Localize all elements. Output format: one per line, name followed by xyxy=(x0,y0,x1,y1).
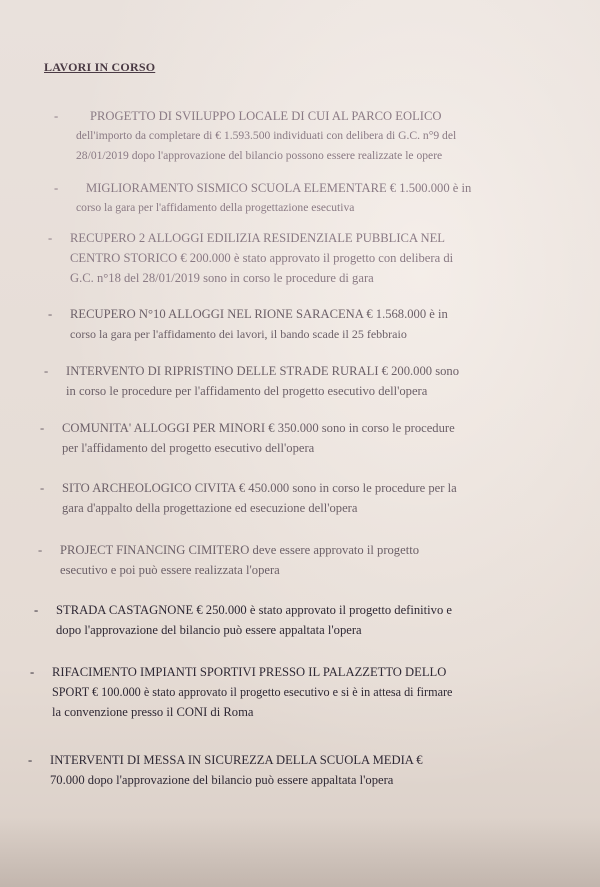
list-item-line: G.C. n°18 del 28/01/2019 sono in corso le procedure di gara xyxy=(70,271,374,285)
list-dash: - xyxy=(40,421,45,435)
list-item-line: 70.000 dopo l'approvazione del bilancio può essere appaltata l'opera xyxy=(50,773,394,787)
list-item-line: corso la gara per l'affidamento della progettazione esecutiva xyxy=(76,201,355,214)
list-item-line: in corso le procedure per l'affidamento del progetto esecutivo dell'opera xyxy=(66,384,428,398)
list-item xyxy=(54,106,457,166)
list-item-line: RECUPERO N°10 ALLOGGI NEL RIONE SARACENA € 1.568.000 è in xyxy=(70,307,448,321)
list-item-line: RECUPERO 2 ALLOGGI EDILIZIA RESIDENZIALE PUBBLICA NEL xyxy=(70,231,445,245)
list-item-line: per l'affidamento del progetto esecutivo dell'opera xyxy=(62,441,315,455)
list-dash: - xyxy=(48,231,53,245)
list-item xyxy=(48,304,448,344)
list-dash: - xyxy=(54,181,59,195)
list-item-line: SPORT € 100.000 è stato approvato il progetto esecutivo e si è in attesa di firmare xyxy=(52,685,453,699)
list-dash: - xyxy=(44,364,49,378)
list-item-line: COMUNITA' ALLOGGI PER MINORI € 350.000 sono in corso le procedure xyxy=(62,421,455,435)
list-item xyxy=(40,418,455,458)
list-item-line: PROJECT FINANCING CIMITERO deve essere approvato il progetto xyxy=(60,543,419,557)
list-item xyxy=(54,178,472,218)
list-item xyxy=(34,600,453,640)
list-item xyxy=(48,228,454,288)
list-item xyxy=(38,540,419,580)
list-item xyxy=(40,478,457,518)
list-item-line: dell'importo da completare di € 1.593.500 individuati con delibera di G.C. n°9 del xyxy=(76,129,457,142)
list-item-line: PROGETTO DI SVILUPPO LOCALE DI CUI AL PARCO EOLICO xyxy=(90,109,442,123)
list-dash: - xyxy=(40,481,45,495)
list-dash: - xyxy=(34,603,39,617)
list-item-line: RIFACIMENTO IMPIANTI SPORTIVI PRESSO IL PALAZZETTO DELLO xyxy=(52,665,447,679)
list-item-line: MIGLIORAMENTO SISMICO SCUOLA ELEMENTARE € 1.500.000 è in xyxy=(86,181,472,195)
list-item-line: INTERVENTO DI RIPRISTINO DELLE STRADE RURALI € 200.000 sono xyxy=(66,364,459,378)
list-item-line: esecutivo e poi può essere realizzata l'opera xyxy=(60,563,280,577)
list-item-line: INTERVENTI DI MESSA IN SICUREZZA DELLA SCUOLA MEDIA € xyxy=(50,753,423,767)
list-dash: - xyxy=(38,543,43,557)
list-item-line: 28/01/2019 dopo l'approvazione del bilancio possono essere realizzate le opere xyxy=(76,149,443,162)
list-item xyxy=(44,361,459,401)
section-heading: LAVORI IN CORSO xyxy=(44,60,156,74)
list-item-line: STRADA CASTAGNONE € 250.000 è stato approvato il progetto definitivo e xyxy=(56,603,453,617)
list-item-line: la convenzione presso il CONI di Roma xyxy=(52,705,254,719)
list-item xyxy=(30,662,453,722)
list-item-line: CENTRO STORICO € 200.000 è stato approvato il progetto con delibera di xyxy=(70,251,454,265)
list-dash: - xyxy=(28,753,33,767)
list-item-line: dopo l'approvazione del bilancio può essere appaltata l'opera xyxy=(56,623,362,637)
list-item-line: gara d'appalto della progettazione ed esecuzione dell'opera xyxy=(62,501,358,515)
list-dash: - xyxy=(54,109,59,123)
list-item-line: corso la gara per l'affidamento dei lavori, il bando scade il 25 febbraio xyxy=(70,327,407,341)
list-item xyxy=(28,750,423,790)
list-dash: - xyxy=(30,665,35,679)
list-dash: - xyxy=(48,307,53,321)
list-item-line: SITO ARCHEOLOGICO CIVITA € 450.000 sono in corso le procedure per la xyxy=(62,481,457,495)
page-shadow xyxy=(0,817,600,887)
